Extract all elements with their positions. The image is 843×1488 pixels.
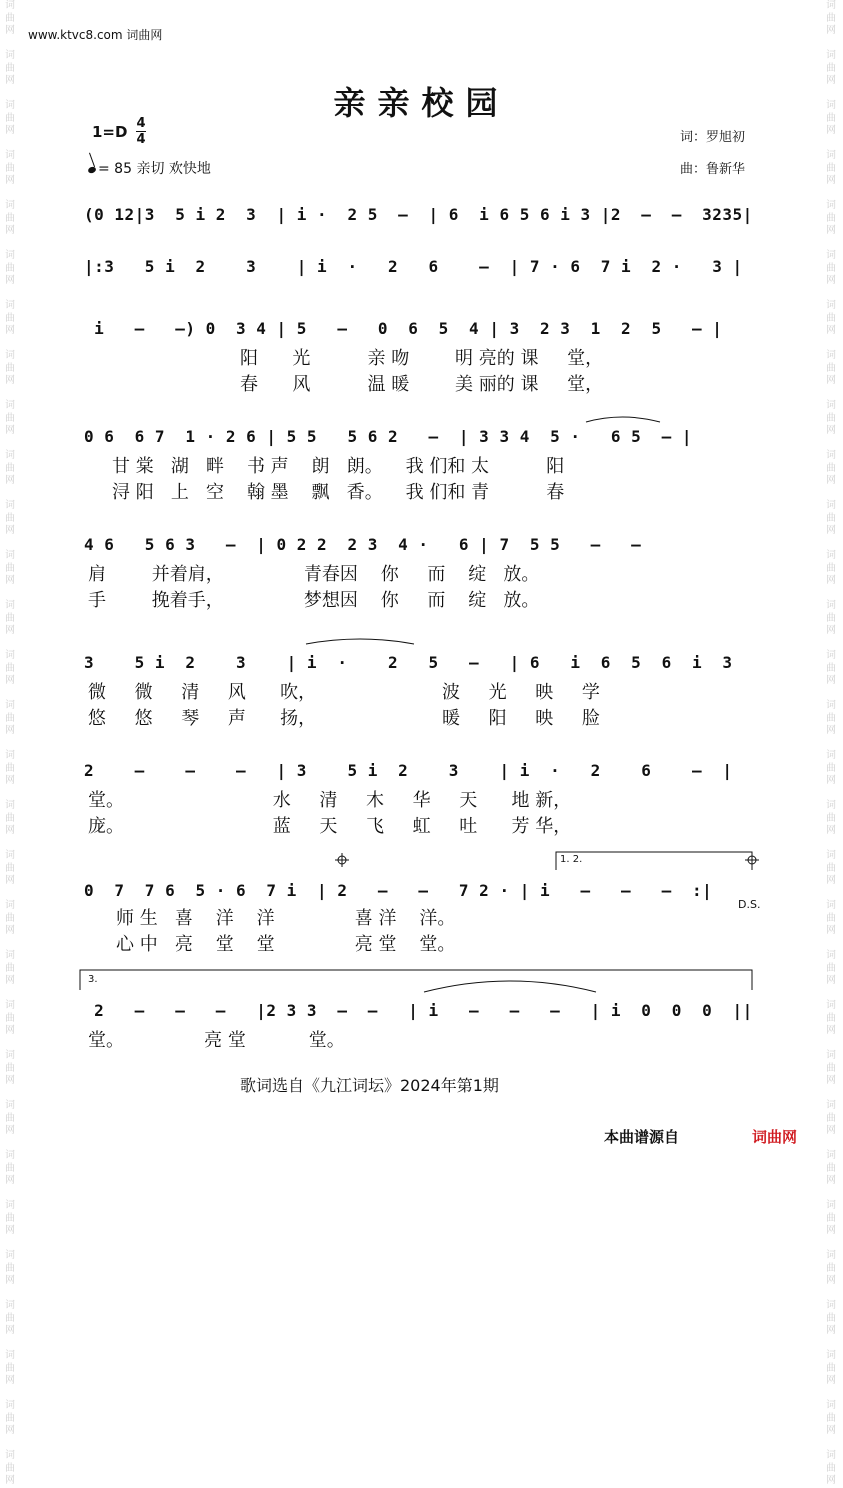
notation: 0 6 6 7 1 · 2 6 | 5 5 5 6 2 — | 3 3 4 5 · 6 5 — | bbox=[84, 427, 692, 446]
lyrics-verse-2: 手 挽着手， 梦想因 你 而 绽 放。 bbox=[88, 590, 540, 611]
lyrics-verse-1: 师 生 喜 洋 洋 喜 洋 洋。 bbox=[116, 908, 456, 929]
notation: 2 — — — |2 3 3 — — | i — — — | i 0 0 0 || bbox=[84, 1001, 753, 1020]
lyrics-verse-1: 阳 光 亲 吻 明 亮的 课 堂， bbox=[240, 348, 604, 369]
notation: 0 7 7 6 5 · 6 7 i | 2 — — 7 2 · | i — — — :| bbox=[84, 881, 713, 900]
notation: i — —) 0 3 4 | 5 — 0 6 5 4 | 3 2 3 1 2 5 — | bbox=[84, 319, 723, 338]
notation: (0 12|3 5 i 2 3 | i · 2 5 — | 6 i 6 5 6 i 3 |2 — — 3235| bbox=[84, 205, 753, 224]
lyrics-verse-2: 心 中 亮 堂 堂 亮 堂 堂。 bbox=[116, 934, 456, 955]
site-header[interactable]: www.ktvc8.com 词曲网 bbox=[28, 28, 163, 42]
ds-marking: D.S. bbox=[738, 898, 761, 911]
volta-3: 3. bbox=[88, 974, 98, 985]
tempo-marking: = 85 亲切 欢快地 bbox=[88, 158, 211, 178]
lyrics-verse-2: 浔 阳 上 空 翰 墨 飘 香。 我 们和 青 春 bbox=[112, 482, 565, 503]
key-signature: 1=D bbox=[92, 123, 128, 141]
source-note: 歌词选自《九江词坛》2024年第1期 bbox=[240, 1076, 499, 1095]
lyrics-verse-2: 庞。 蓝 天 飞 虹 吐 芳 华， bbox=[88, 816, 572, 837]
lyrics-verse-2: 悠 悠 琴 声 扬， 暖 阳 映 脸 bbox=[88, 708, 600, 729]
composer: 曲：鲁新华 bbox=[680, 162, 746, 177]
lyrics-verse-1: 微 微 清 风 吹， 波 光 映 学 bbox=[88, 682, 600, 703]
notation: 4 6 5 6 3 — | 0 2 2 2 3 4 · 6 | 7 5 5 — — bbox=[84, 535, 662, 554]
lyrics-verse-2: 春 风 温 暖 美 丽的 课 堂， bbox=[240, 374, 604, 395]
lyrics-verse-1: 堂。 亮 堂 堂。 bbox=[88, 1030, 345, 1051]
lyrics-verse-1: 堂。 水 清 木 华 天 地 新， bbox=[88, 790, 572, 811]
volta-1-2: 1. 2. bbox=[560, 854, 583, 865]
notation: 3 5 i 2 3 | i · 2 5 — | 6 i 6 5 6 i 3 bbox=[84, 653, 743, 672]
footer-brand-link[interactable]: 词曲网 bbox=[752, 1128, 798, 1146]
lyrics-verse-1: 肩 并着肩， 青春因 你 而 绽 放。 bbox=[88, 564, 540, 585]
song-title: 亲亲校园 bbox=[333, 84, 510, 122]
lyrics-verse-1: 甘 棠 湖 畔 书 声 朗 朗。 我 们和 太 阳 bbox=[112, 456, 565, 477]
footer-label: 本曲谱源自 bbox=[604, 1128, 680, 1146]
time-signature: 4 4 bbox=[136, 116, 146, 147]
notation: |:3 5 i 2 3 | i · 2 6 — | 7 · 6 7 i 2 · 3 | bbox=[84, 257, 743, 276]
watermark-right: 词 曲 网 词 曲 网 词 曲 网 词 曲 网 词 曲 网 词 曲 网 词 曲 网 词 曲 网 词 曲 网 词 曲 网 词 曲 网 词 曲 网 词 曲 网 词 曲 网 词 曲 网 词 曲 网 词 曲 网 词 曲 网 词 曲 网 词 曲 网 词 曲 网 词 曲 网 词 曲 网 词 曲 网 词 曲 网 词 曲 网 词 曲 网 词 曲 网 词 曲 网 词 曲 网 bbox=[826, 0, 836, 1486]
notation: 2 — — — | 3 5 i 2 3 | i · 2 6 — | bbox=[84, 761, 733, 780]
lyricist: 词：罗旭初 bbox=[680, 130, 746, 145]
watermark-left: 词 曲 网 词 曲 网 词 曲 网 词 曲 网 词 曲 网 词 曲 网 词 曲 网 词 曲 网 词 曲 网 词 曲 网 词 曲 网 词 曲 网 词 曲 网 词 曲 网 词 曲 网 词 曲 网 词 曲 网 词 曲 网 词 曲 网 词 曲 网 词 曲 网 词 曲 网 词 曲 网 词 曲 网 词 曲 网 词 曲 网 词 曲 网 词 曲 网 词 曲 网 词 曲 网 bbox=[5, 0, 15, 1486]
